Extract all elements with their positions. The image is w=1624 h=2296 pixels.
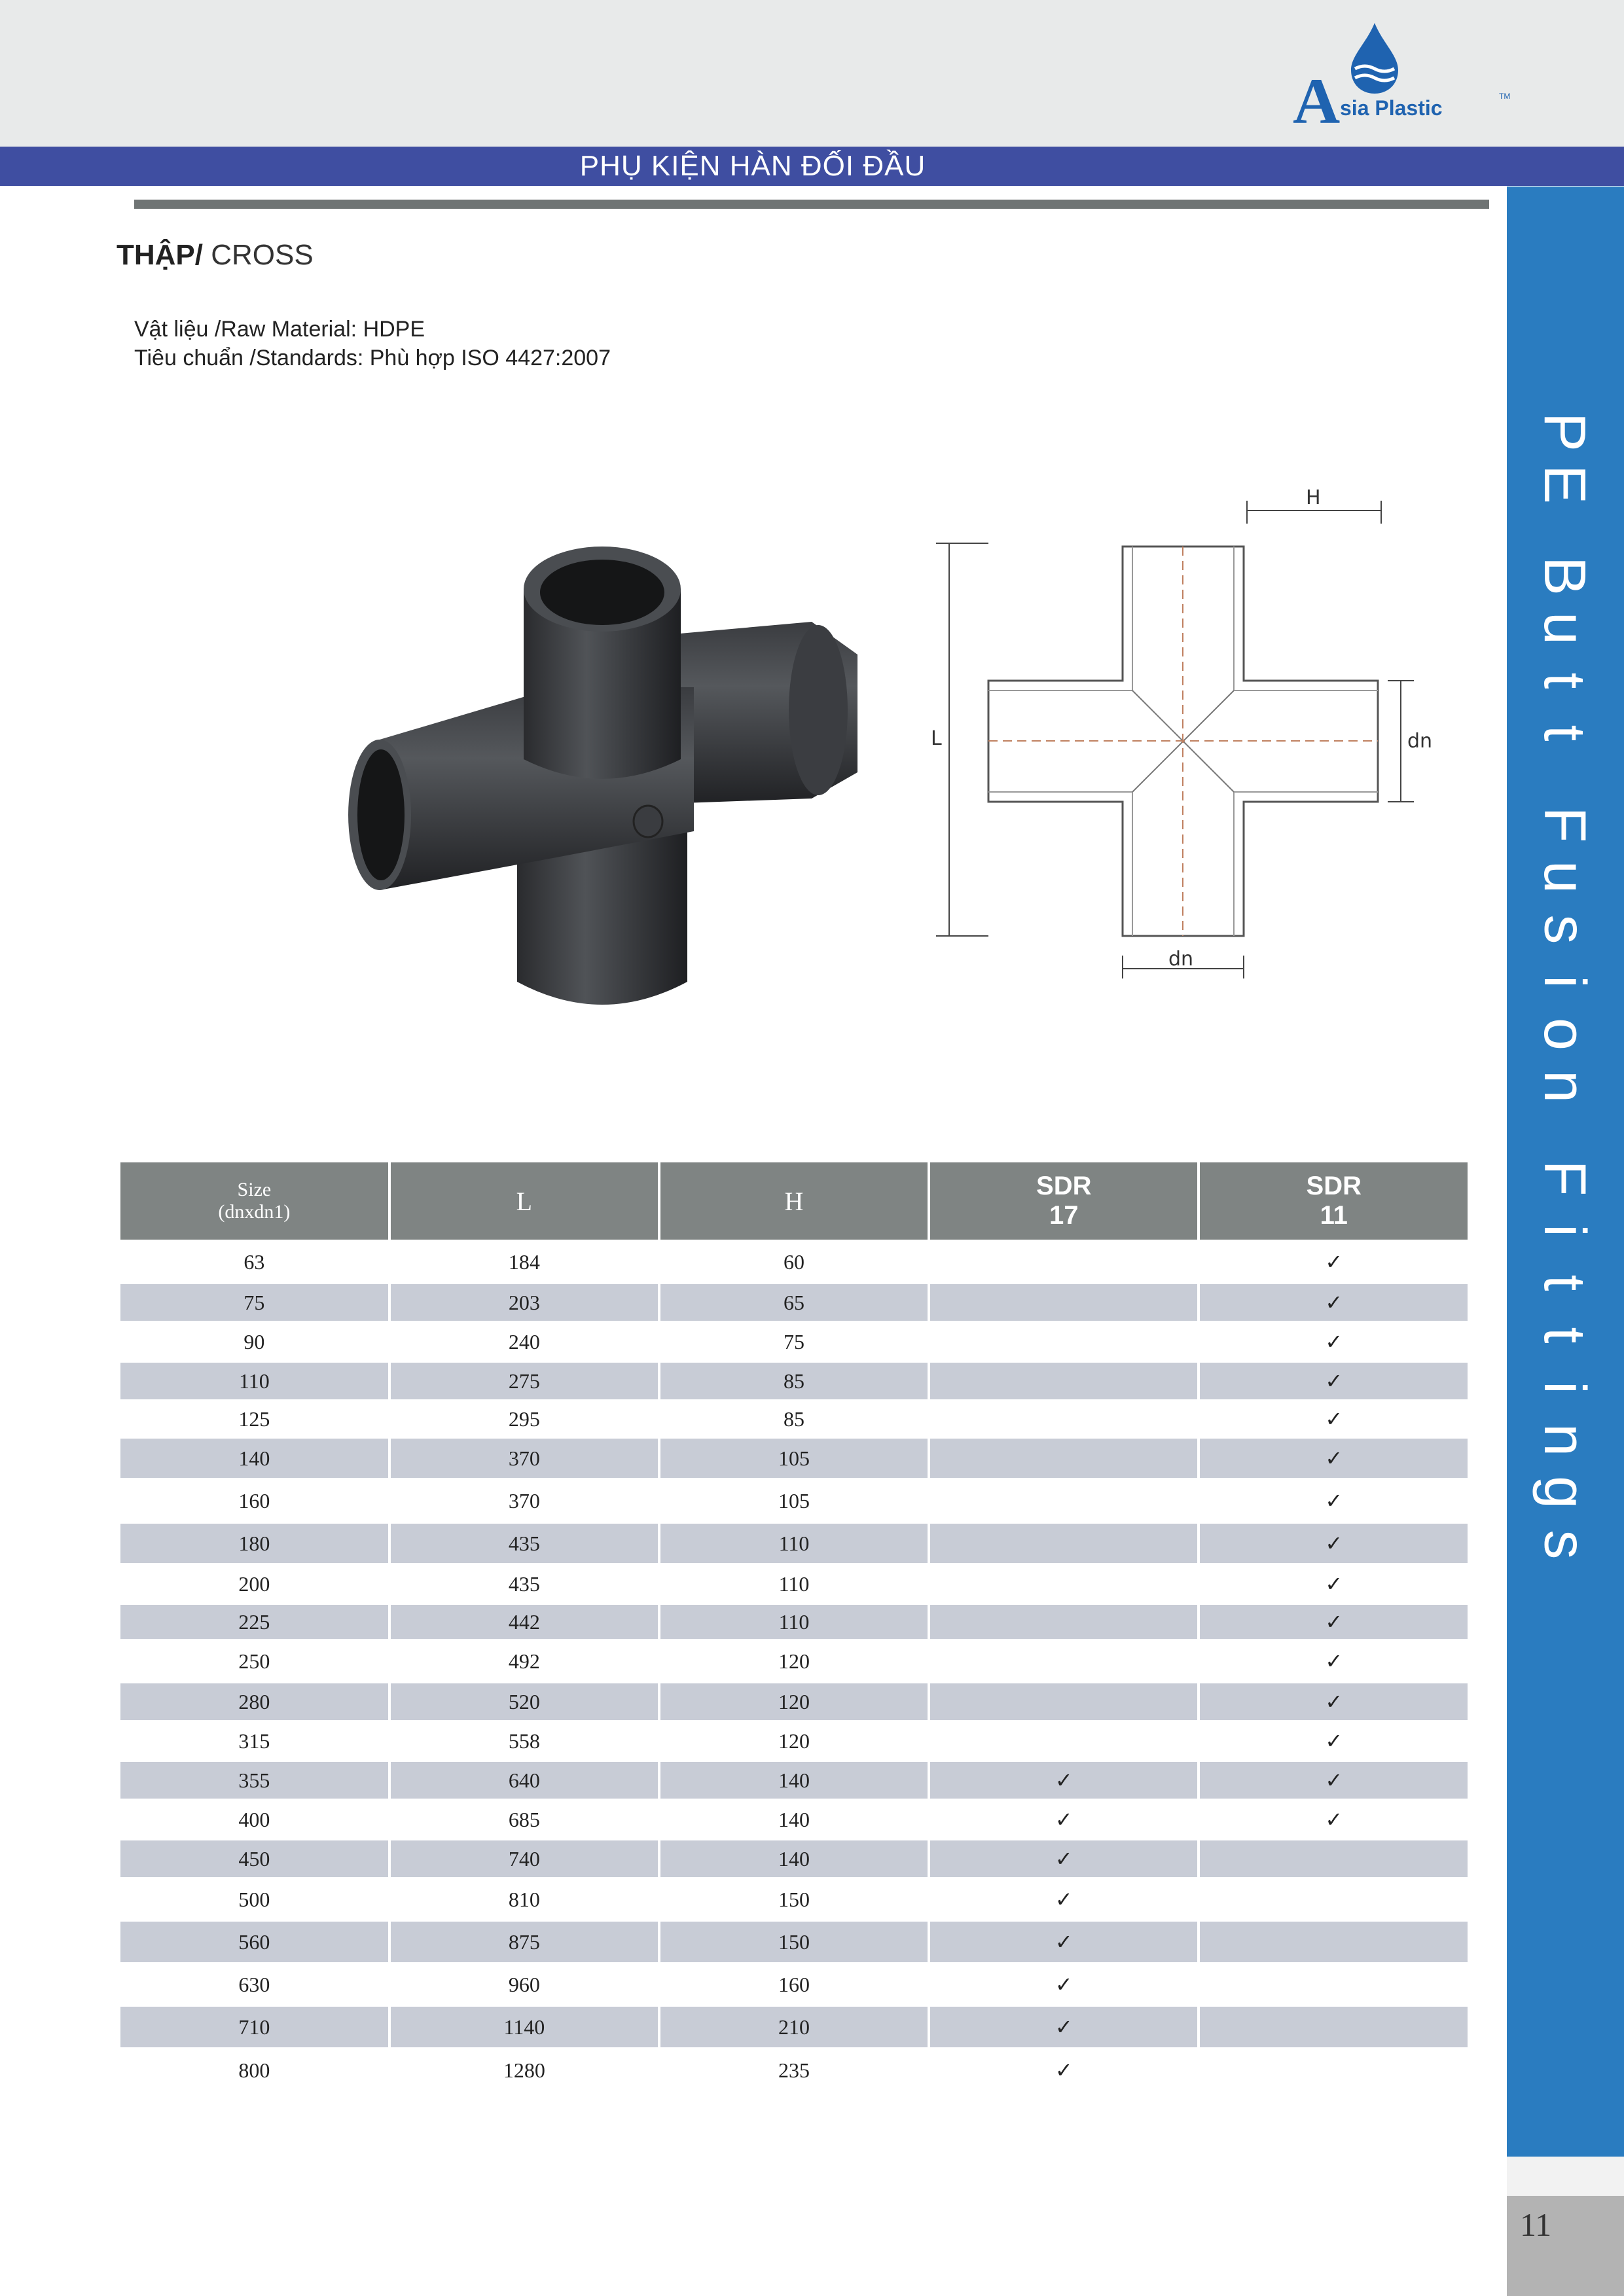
- cell-size: 180: [120, 1524, 388, 1566]
- table-row: [120, 1480, 1468, 1524]
- sidebar-title-letter: s: [1532, 1530, 1597, 1560]
- cell-size: 500: [120, 1880, 388, 1922]
- col-h: H: [660, 1162, 928, 1242]
- cell-sdr17: [930, 1480, 1197, 1524]
- table-row: [120, 1363, 1468, 1402]
- sidebar-title-letter: s: [1532, 914, 1597, 944]
- dimension-label-dn-bottom: dn: [1168, 948, 1194, 971]
- cell-h: 120: [660, 1723, 928, 1762]
- cell-sdr11: ✓: [1200, 1284, 1468, 1323]
- sidebar-title-space: [1545, 522, 1584, 538]
- col-size: Size (dnxdn1): [120, 1162, 388, 1242]
- cell-size: 630: [120, 1965, 388, 2007]
- cell-size: 250: [120, 1641, 388, 1683]
- sidebar-title-space: [1545, 1124, 1584, 1140]
- cell-size: 800: [120, 2050, 388, 2093]
- table-row: [120, 1323, 1468, 1363]
- cell-h: 60: [660, 1242, 928, 1284]
- product-photo: [340, 524, 877, 1041]
- page-number: 11: [1520, 2206, 1552, 2243]
- cell-sdr11: ✓: [1200, 1641, 1468, 1683]
- cell-sdr17: ✓: [930, 1762, 1197, 1801]
- cell-l: 240: [391, 1323, 658, 1363]
- cell-sdr11: [1200, 1965, 1468, 2007]
- table-row: [120, 1524, 1468, 1566]
- brand-logo: [1293, 23, 1515, 137]
- table-row: [120, 1840, 1468, 1880]
- cell-h: 85: [660, 1363, 928, 1402]
- cell-l: 370: [391, 1480, 658, 1524]
- cell-size: 560: [120, 1922, 388, 1965]
- cell-sdr17: [930, 1284, 1197, 1323]
- sidebar-title-letter: i: [1532, 975, 1597, 988]
- cell-sdr11: ✓: [1200, 1605, 1468, 1641]
- sidebar-title-letter: n: [1532, 1069, 1597, 1103]
- table-row: [120, 1922, 1468, 1965]
- cell-sdr17: ✓: [930, 1801, 1197, 1840]
- standard-spec: Tiêu chuẩn /Standards: Phù hợp ISO 4427:2007: [134, 346, 611, 370]
- cell-l: 520: [391, 1683, 658, 1723]
- divider-line: [134, 200, 1489, 209]
- table-row: [120, 1242, 1468, 1284]
- cell-sdr11: ✓: [1200, 1363, 1468, 1402]
- sidebar-title-letter: u: [1532, 860, 1597, 894]
- cell-l: 442: [391, 1605, 658, 1641]
- table-row: [120, 1566, 1468, 1605]
- cell-size: 75: [120, 1284, 388, 1323]
- dimension-label-h: H: [1306, 486, 1321, 509]
- sidebar-title-space: [1545, 770, 1584, 787]
- cell-sdr11: [1200, 2007, 1468, 2050]
- cell-sdr17: [930, 1242, 1197, 1284]
- cell-h: 140: [660, 1762, 928, 1801]
- section-title: PHỤ KIỆN HÀN ĐỐI ĐẦU: [579, 150, 926, 182]
- cell-sdr17: ✓: [930, 1922, 1197, 1965]
- sidebar-title-letter: B: [1532, 556, 1597, 596]
- cell-h: 210: [660, 2007, 928, 2050]
- dimensions-table: [118, 1162, 1470, 2093]
- cell-h: 150: [660, 1922, 928, 1965]
- cell-size: 140: [120, 1439, 388, 1480]
- cell-h: 110: [660, 1605, 928, 1641]
- cell-l: 810: [391, 1880, 658, 1922]
- table-header-row: [120, 1162, 1468, 1242]
- cell-sdr17: [930, 1323, 1197, 1363]
- cell-h: 110: [660, 1566, 928, 1605]
- sidebar-title-letter: t: [1531, 1274, 1597, 1291]
- sidebar-title-letter: g: [1532, 1475, 1597, 1509]
- table-row: [120, 1641, 1468, 1683]
- cell-size: 110: [120, 1363, 388, 1402]
- cell-sdr17: [930, 1566, 1197, 1605]
- sidebar-title-letter: F: [1531, 1160, 1597, 1196]
- cell-l: 685: [391, 1801, 658, 1840]
- cell-size: 280: [120, 1683, 388, 1723]
- table-row: [120, 2050, 1468, 2093]
- table-row: [120, 1402, 1468, 1439]
- col-l: L: [391, 1162, 658, 1242]
- cell-size: 125: [120, 1402, 388, 1439]
- product-title-vi: THẬP/: [117, 239, 203, 271]
- cell-l: 435: [391, 1566, 658, 1605]
- sidebar-title-letter: F: [1531, 806, 1597, 843]
- sidebar-title-letter: t: [1531, 1327, 1597, 1344]
- cell-l: 558: [391, 1723, 658, 1762]
- dimension-label-dn-right: dn: [1407, 730, 1433, 753]
- cell-l: 184: [391, 1242, 658, 1284]
- cell-sdr17: [930, 1402, 1197, 1439]
- col-sdr17: SDR 17: [930, 1162, 1197, 1242]
- cell-sdr11: [1200, 1840, 1468, 1880]
- cell-h: 140: [660, 1801, 928, 1840]
- cell-h: 160: [660, 1965, 928, 2007]
- cell-sdr17: [930, 1723, 1197, 1762]
- sidebar-title-letter: o: [1532, 1017, 1597, 1051]
- table-row: [120, 1683, 1468, 1723]
- cell-sdr17: [930, 1683, 1197, 1723]
- cell-h: 105: [660, 1480, 928, 1524]
- cell-size: 63: [120, 1242, 388, 1284]
- cell-size: 400: [120, 1801, 388, 1840]
- cell-sdr11: ✓: [1200, 1439, 1468, 1480]
- cell-size: 450: [120, 1840, 388, 1880]
- cell-size: 90: [120, 1323, 388, 1363]
- cell-sdr17: ✓: [930, 1840, 1197, 1880]
- cell-size: 225: [120, 1605, 388, 1641]
- cell-sdr17: ✓: [930, 2007, 1197, 2050]
- sidebar-title-letter: i: [1532, 1224, 1597, 1237]
- table-row: [120, 1880, 1468, 1922]
- cell-sdr17: ✓: [930, 2050, 1197, 2093]
- cell-sdr11: ✓: [1200, 1723, 1468, 1762]
- sidebar-title-letter: n: [1532, 1423, 1597, 1457]
- brand-name: sia Plastic: [1340, 96, 1443, 120]
- cell-sdr17: ✓: [930, 1965, 1197, 2007]
- product-title: [117, 239, 314, 272]
- cell-sdr17: ✓: [930, 1880, 1197, 1922]
- cell-size: 710: [120, 2007, 388, 2050]
- cell-h: 120: [660, 1641, 928, 1683]
- sidebar-title-letter: E: [1532, 464, 1597, 505]
- cell-l: 492: [391, 1641, 658, 1683]
- cell-l: 640: [391, 1762, 658, 1801]
- table-row: [120, 1723, 1468, 1762]
- cell-h: 105: [660, 1439, 928, 1480]
- cell-sdr11: ✓: [1200, 1566, 1468, 1605]
- cell-h: 235: [660, 2050, 928, 2093]
- col-sdr11: SDR 11: [1200, 1162, 1468, 1242]
- sidebar-title-letter: t: [1531, 672, 1597, 689]
- product-title-en: CROSS: [203, 239, 314, 271]
- cell-sdr11: ✓: [1200, 1762, 1468, 1801]
- sidebar-title-letter: u: [1532, 611, 1597, 645]
- sidebar-title-letter: P: [1532, 412, 1597, 452]
- table-row: [120, 1439, 1468, 1480]
- cell-h: 120: [660, 1683, 928, 1723]
- cell-sdr11: [1200, 2050, 1468, 2093]
- table-row: [120, 1801, 1468, 1840]
- sidebar-title-letter: t: [1531, 725, 1597, 742]
- cell-l: 275: [391, 1363, 658, 1402]
- cell-l: 1140: [391, 2007, 658, 2050]
- cell-size: 315: [120, 1723, 388, 1762]
- cell-size: 160: [120, 1480, 388, 1524]
- table-row: [120, 1762, 1468, 1801]
- cell-h: 85: [660, 1402, 928, 1439]
- cell-h: 65: [660, 1284, 928, 1323]
- table-row: [120, 1605, 1468, 1641]
- cell-sdr17: [930, 1524, 1197, 1566]
- cell-l: 740: [391, 1840, 658, 1880]
- sidebar-vertical-title: [1531, 406, 1597, 1571]
- sidebar-gap: [1507, 2157, 1624, 2196]
- brand-initial: A: [1293, 65, 1341, 137]
- sidebar-title-letter: i: [1532, 1381, 1597, 1394]
- technical-drawing: [929, 484, 1473, 982]
- table-row: [120, 1965, 1468, 2007]
- cell-h: 140: [660, 1840, 928, 1880]
- cell-sdr11: [1200, 1880, 1468, 1922]
- material-spec: Vật liệu /Raw Material: HDPE: [134, 317, 425, 342]
- cell-size: 200: [120, 1566, 388, 1605]
- cell-sdr11: ✓: [1200, 1524, 1468, 1566]
- cell-sdr11: [1200, 1922, 1468, 1965]
- cell-sdr11: ✓: [1200, 1323, 1468, 1363]
- cell-h: 150: [660, 1880, 928, 1922]
- cell-l: 1280: [391, 2050, 658, 2093]
- cell-sdr17: [930, 1605, 1197, 1641]
- cell-l: 435: [391, 1524, 658, 1566]
- cell-h: 75: [660, 1323, 928, 1363]
- cell-sdr17: [930, 1363, 1197, 1402]
- cell-sdr17: [930, 1439, 1197, 1480]
- cell-sdr17: [930, 1641, 1197, 1683]
- cell-sdr11: ✓: [1200, 1801, 1468, 1840]
- cell-l: 875: [391, 1922, 658, 1965]
- cell-h: 110: [660, 1524, 928, 1566]
- cell-l: 203: [391, 1284, 658, 1323]
- table-row: [120, 2007, 1468, 2050]
- dimension-label-l: L: [931, 727, 942, 750]
- cell-sdr11: ✓: [1200, 1402, 1468, 1439]
- brand-trademark: TM: [1499, 92, 1511, 101]
- cell-sdr11: ✓: [1200, 1480, 1468, 1524]
- cell-size: 355: [120, 1762, 388, 1801]
- table-row: [120, 1284, 1468, 1323]
- cell-l: 295: [391, 1402, 658, 1439]
- cell-sdr11: ✓: [1200, 1242, 1468, 1284]
- cell-l: 960: [391, 1965, 658, 2007]
- cell-sdr11: ✓: [1200, 1683, 1468, 1723]
- cell-l: 370: [391, 1439, 658, 1480]
- water-drop-icon: [1348, 23, 1401, 95]
